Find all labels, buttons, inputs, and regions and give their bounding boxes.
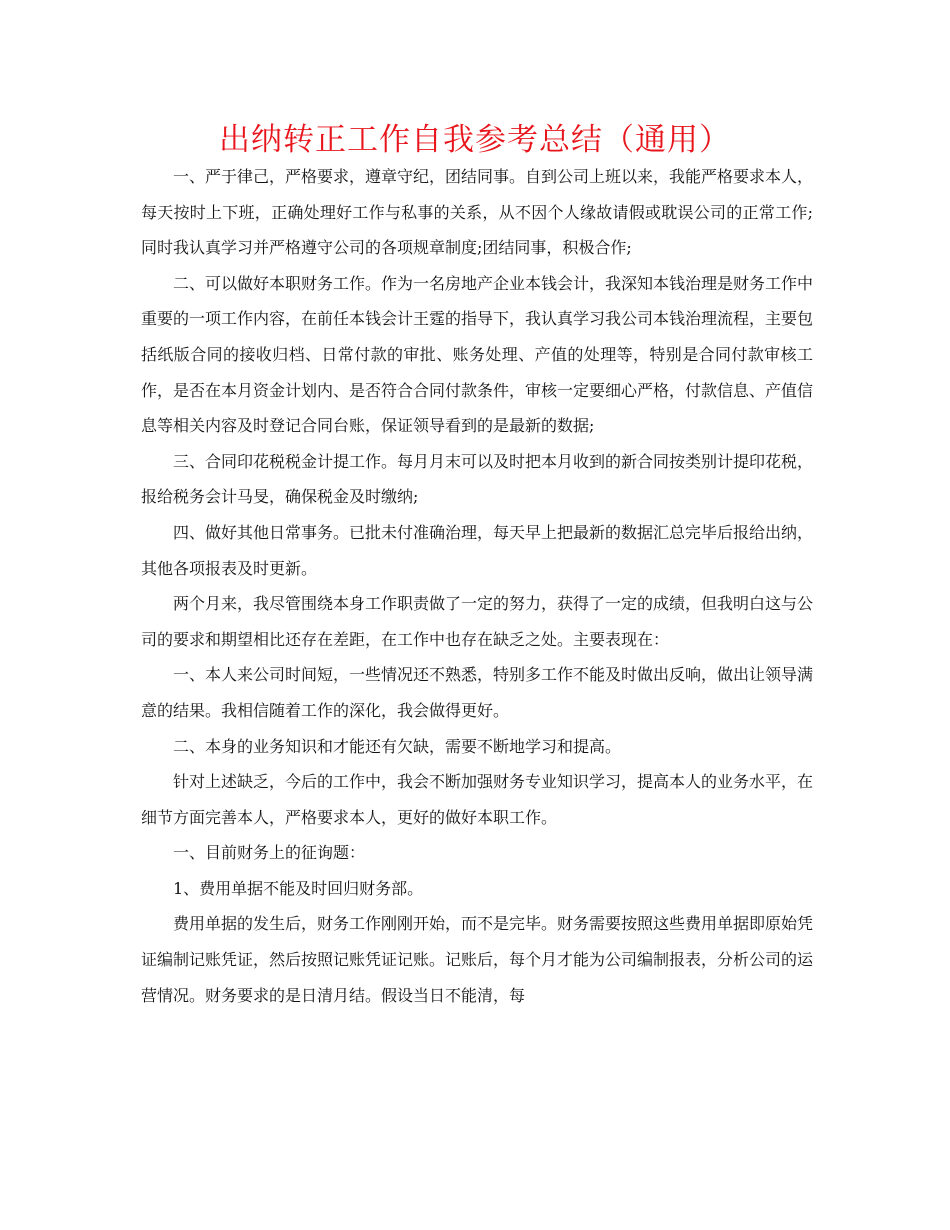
document-body [141,159,813,1013]
paragraph-issue-1: 1、费用单据不能及时回归财务部。 [173,878,424,898]
paragraph-stamp-tax: 三、合同印花税税金计提工作。每月月末可以及时把本月收到的新合同按类别计提印花税，报给税务会计马旻，确保税金及时缴纳; [141,451,814,507]
paragraph-expense-receipts: 费用单据的发生后，财务工作刚刚开始，而不是完毕。财务需要按照这些费用单据即原始凭证编制记账凭证，然后按照记账凭证记账。记账后，每个月才能为公司编制报表，分析公司的运营情况。财务要求的是日清月结。假设当日不能清，每 [141,914,814,1005]
paragraph-improvement: 针对上述缺乏，今后的工作中，我会不断加强财务专业知识学习，提高本人的业务水平，在细节方面完善本人，严格要求本人，更好的做好本职工作。 [141,772,814,827]
paragraph-daily-affairs: 四、做好其他日常事务。已批未付准确治理，每天早上把最新的数据汇总完毕后报给出纳，其他各项报表及时更新。 [141,522,814,578]
paragraph-finance-duty: 二、可以做好本职财务工作。作为一名房地产企业本钱会计，我深知本钱治理是财务工作中重要的一项工作内容，在前任本钱会计王霆的指导下，我认真学习我公司本钱治理流程，主要包括纸版合同的接收归档、日常付款的审批、账务处理、产值的处理等，特别是合同付款审核工作，是否在本月资金计划内、是否符合合同付款条件，审核一定要细心严格，付款信息、产值信息等相关内容及时登记合同台账，保证领导看到的是最新的数据; [141,273,814,436]
paragraph-shortcoming-2: 二、本身的业务知识和才能还有欠缺，需要不断地学习和提高。 [173,736,622,756]
paragraph-current-issues-heading: 一、目前财务上的征询题： [173,843,366,863]
paragraph-two-months: 两个月来，我尽管围绕本身工作职责做了一定的努力，获得了一定的成绩，但我明白这与公司的要求和期望相比还存在差距，在工作中也存在缺乏之处。主要表现在： [141,594,814,649]
paragraph-shortcoming-1: 一、本人来公司时间短，一些情况还不熟悉，特别多工作不能及时做出反响，做出让领导满意的结果。我相信随着工作的深化，我会做得更好。 [141,665,814,720]
paragraph-discipline: 一、严于律己，严格要求，遵章守纪，团结同事。自到公司上班以来，我能严格要求本人，每天按时上下班，正确处理好工作与私事的关系，从不因个人缘故请假或耽误公司的正常工作;同时我认真学习并严格遵守公司的各项规章制度;团结同事，积极合作; [141,167,814,258]
document-title: 出纳转正工作自我参考总结（通用） [219,122,731,158]
